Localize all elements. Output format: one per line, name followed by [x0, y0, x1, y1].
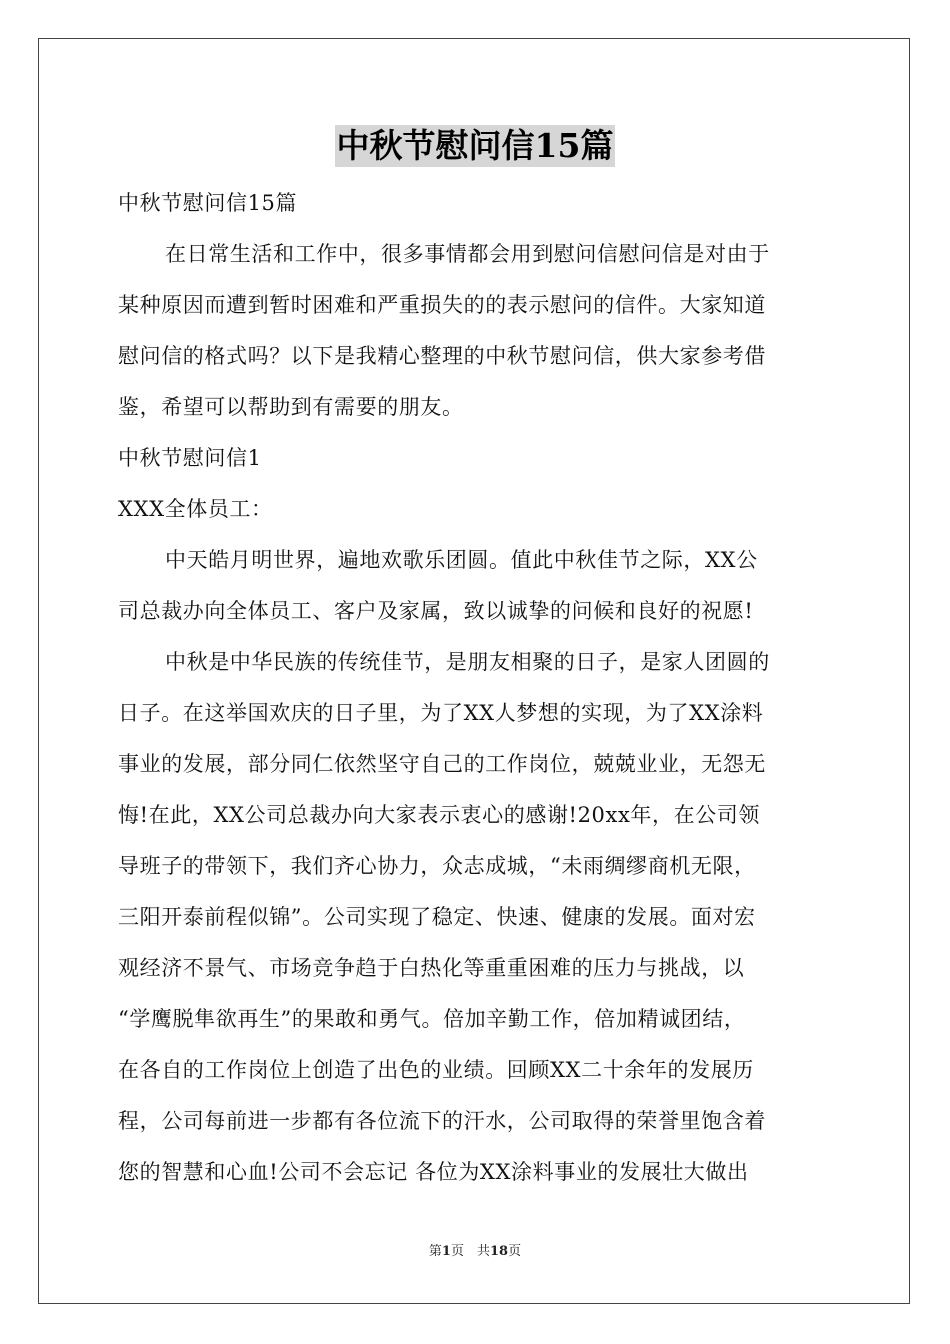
text-line: 在日常生活和工作中，很多事情都会用到慰问信慰问信是对由于: [165, 242, 770, 266]
text-line: 导班子的带领下，我们齐心协力，众志成城，“未雨绸缪商机无限，: [118, 854, 756, 878]
text-line: 鉴，希望可以帮助到有需要的朋友。: [118, 395, 464, 419]
document-body: [118, 178, 834, 1198]
text-line: 中天皓月明世界，遍地欢歌乐团圆。值此中秋佳节之际，XX公: [165, 548, 758, 572]
text-line: 在各自的工作岗位上创造了出色的业绩。回顾XX二十余年的发展历: [118, 1058, 754, 1082]
text-line: 三阳开泰前程似锦”。公司实现了稳定、快速、健康的发展。面对宏: [118, 905, 756, 929]
footer-mid: 页 共: [450, 1244, 490, 1259]
text-line: 中秋节慰问信1: [118, 446, 262, 470]
footer-total-pages: 18: [489, 1244, 509, 1259]
text-line: 中秋是中华民族的传统佳节，是朋友相聚的日子，是家人团圆的: [165, 650, 770, 674]
footer-suffix: 页: [508, 1244, 522, 1259]
footer-prefix: 第: [428, 1244, 442, 1259]
text-line: 日子。在这举国欢庆的日子里，为了XX人梦想的实现，为了XX涂料: [118, 701, 764, 725]
page-footer: [0, 1240, 950, 1259]
text-line: 事业的发展，部分同仁依然坚守自己的工作岗位，兢兢业业，无怨无: [118, 752, 766, 776]
text-line: 司总裁办向全体员工、客户及家属，致以诚挚的问候和良好的祝愿!: [118, 599, 754, 623]
text-line: XXX全体员工：: [118, 497, 273, 521]
document-title: 中秋节慰问信15篇: [336, 126, 614, 165]
text-line: 悔!在此，XX公司总裁办向大家表示衷心的感谢!20xx年，在公司领: [118, 803, 760, 827]
text-line: 观经济不景气、市场竞争趋于白热化等重重困难的压力与挑战，以: [118, 956, 745, 980]
footer-page-number: 1: [441, 1244, 451, 1259]
text-line: “学鹰脱隼欲再生”的果敢和勇气。倍加辛勤工作，倍加精诚团结，: [118, 1007, 746, 1031]
text-line: 慰问信的格式吗？以下是我精心整理的中秋节慰问信，供大家参考借: [118, 344, 766, 368]
title-container: [0, 125, 950, 167]
text-line: 某种原因而遭到暂时困难和严重损失的的表示慰问的信件。大家知道: [118, 293, 766, 317]
text-line: 您的智慧和心血!公司不会忘记 各位为XX涂料事业的发展壮大做出: [118, 1160, 749, 1184]
text-line: 程，公司每前进一步都有各位流下的汗水，公司取得的荣誉里饱含着: [118, 1109, 766, 1133]
text-line: 中秋节慰问信15篇: [118, 191, 298, 215]
